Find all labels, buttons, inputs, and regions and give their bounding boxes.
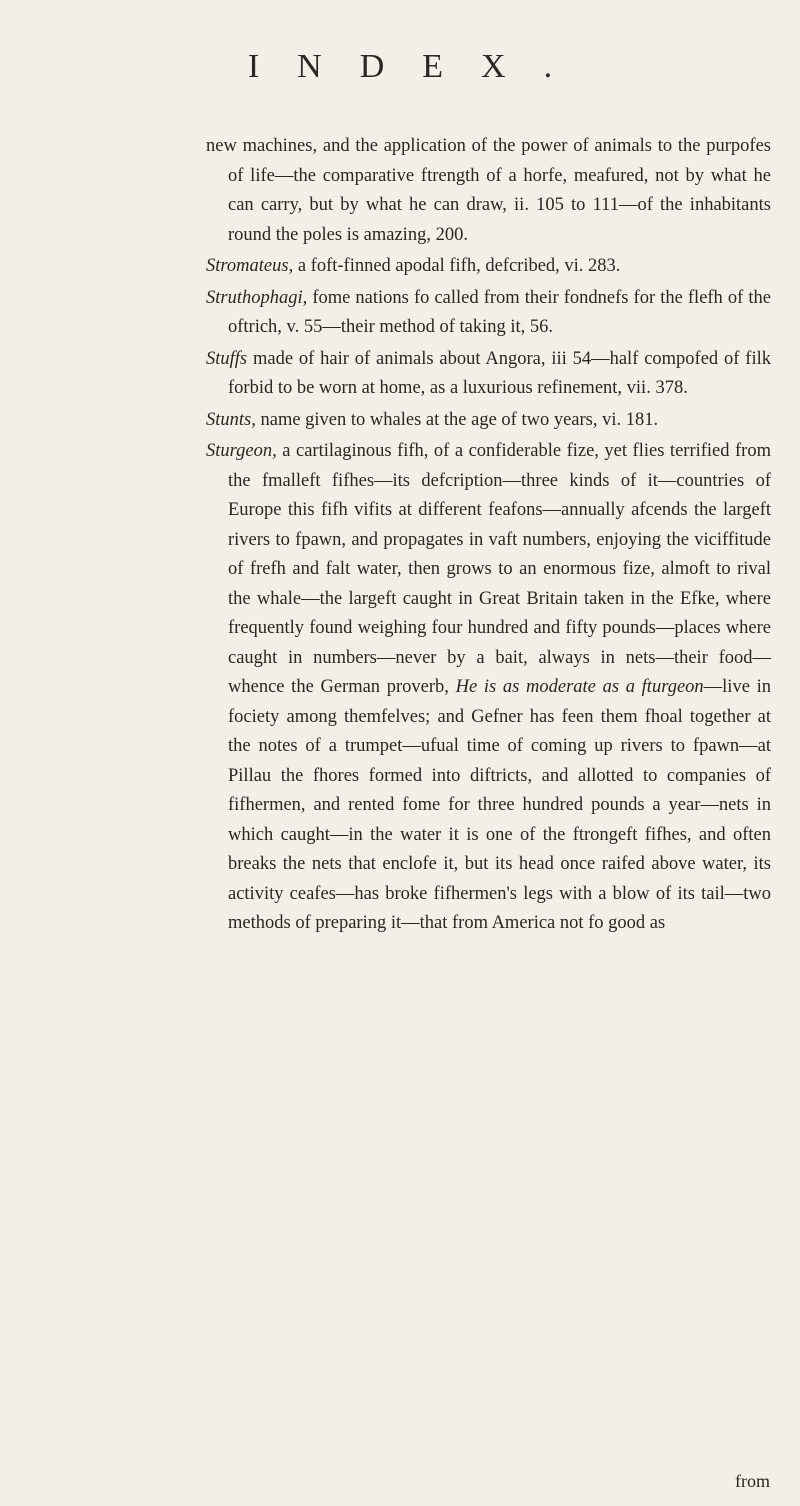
entry-text: made of hair of animals about Angora, iii 54—half compofed of filk forbid to be worn at home, as a luxurious refinement, vii. 378.: [228, 348, 771, 398]
entry-headword: Struthophagi,: [206, 287, 308, 308]
entry-text: a cartilaginous fifh, of a confiderable fize, yet flies terrified from the fmalleft fifhes—its defcription—three kinds of it—countries of Europe this fifh vifits at different feafons—annually afcends the largeft rivers to fpawn, and propagates in vaft numbers, enjoying the viciffitude of frefh and falt water, then grows to an enormous fize, almoft to rival the whale—the largeft caught in Great Britain taken in the Efke, where frequently found weighing four hundred and fifty pounds—places where caught in numbers—never by a bait, always in nets—their food—whence the German proverb,: [228, 441, 771, 697]
page-header: INDEX.: [247, 48, 591, 85]
entry-text: a foft-finned apodal fifh, defcribed, vi. 283.: [293, 256, 621, 276]
entry-headword: Sturgeon,: [206, 441, 277, 461]
entry-headword: Stromateus,: [206, 256, 294, 276]
entry-headword: Stuffs: [206, 348, 248, 369]
index-entry-struthophagi: [206, 284, 771, 343]
entry-headword: Stunts,: [206, 409, 256, 430]
index-entry-stunts: [206, 406, 771, 436]
entry-text: fome nations fo called from their fondnefs for the flefh of the oftrich, v. 55—their method of taking it, 56.: [228, 287, 771, 337]
catchword: from: [735, 1471, 770, 1491]
index-entries: [206, 132, 771, 941]
index-entry-stromateus: [206, 252, 771, 282]
index-entry-sturgeon: [206, 437, 771, 939]
german-proverb: He is as moderate as a fturgeon: [455, 677, 704, 697]
index-entry-continuation: [206, 132, 771, 250]
entry-text: new machines, and the application of the power of animals to the purpofes of life—the comparative ftrength of a horfe, meafured, not by what he can carry, but by what he can draw, ii. 105 to 111—of the inhabitants round the poles is amazing, 200.: [206, 136, 771, 245]
index-entry-stuffs: [206, 345, 771, 404]
entry-text-continued: —live in fociety among themfelves; and Gefner has feen them fhoal together at the notes of a trumpet—ufual time of coming up rivers to fpawn—at Pillau the fhores formed into diftricts, and allotted to companies of fifhermen, and rented fome for three hundred pounds a year—nets in which caught—in the water it is one of the ftrongeft fifhes, and often breaks the nets that enclofe it, but its head once raifed above water, its activity ceafes—has broke fifhermen's legs with a blow of its tail—two methods of preparing it—that from America not fo good as: [228, 677, 771, 933]
entry-text: name given to whales at the age of two years, vi. 181.: [255, 409, 659, 430]
